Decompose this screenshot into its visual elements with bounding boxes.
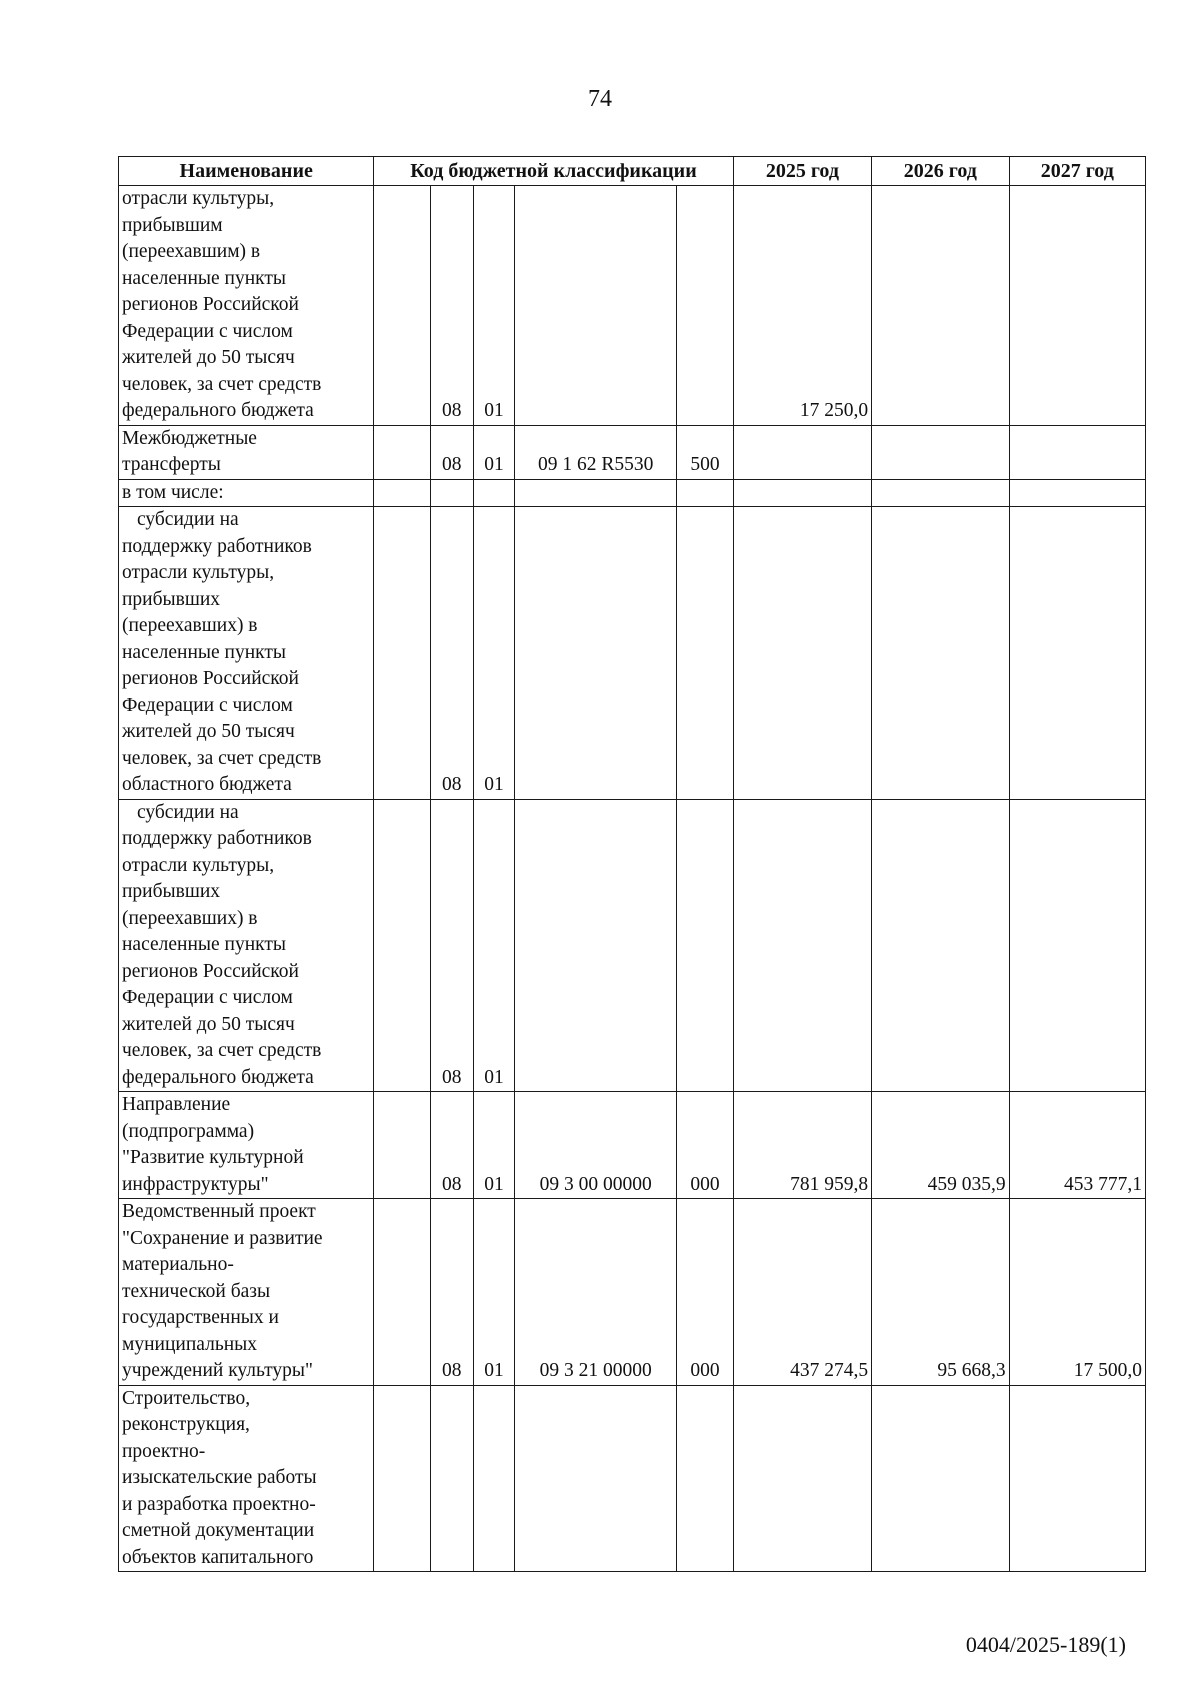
code-section: 08 (430, 1092, 473, 1199)
row-name-line: населенные пункты (122, 641, 286, 663)
row-name-line: федерального бюджета (122, 400, 314, 421)
value-2025: 781 959,8 (733, 1092, 872, 1199)
row-name-line: поддержку работников (122, 828, 312, 849)
row-name (119, 799, 374, 1092)
row-name-line: (переехавших) в (122, 615, 258, 636)
value-2027 (1009, 186, 1145, 426)
row-name-line: (переехавших) в (122, 907, 258, 929)
row-name-line: в том числе: (122, 481, 224, 503)
row-name-line: (переехавшим) в (122, 241, 261, 262)
header-name: Наименование (119, 157, 374, 186)
code-subsection: 01 (473, 186, 514, 426)
code-subsection (473, 479, 514, 507)
row-name-line: материально- (122, 1254, 234, 1275)
row-name-line: "Развитие культурной (122, 1147, 304, 1168)
code-target-article (515, 479, 677, 507)
value-2027: 17 500,0 (1009, 1199, 1145, 1386)
row-name-line: Федерации с числом (122, 320, 293, 342)
row-name-line: регионов Российской (122, 668, 299, 689)
code-section: 08 (430, 186, 473, 426)
row-name-line: прибывшим (122, 214, 223, 236)
code-part-1 (374, 799, 430, 1092)
row-name-line: объектов капитального (122, 1546, 314, 1568)
code-expense-type (677, 507, 733, 800)
code-section: 08 (430, 1199, 473, 1386)
code-subsection: 01 (473, 425, 514, 479)
header-code: Код бюджетной классификации (374, 157, 733, 186)
row-name-line: изыскательские работы (122, 1467, 317, 1488)
value-2027: 453 777,1 (1009, 1092, 1145, 1199)
row-name-line: и разработка проектно- (122, 1493, 316, 1515)
row-name-line: учреждений культуры" (122, 1360, 313, 1381)
row-name-line: поддержку работников (122, 535, 312, 557)
table-row (119, 479, 1146, 507)
value-2027 (1009, 799, 1145, 1092)
row-name-line: населенные пункты (122, 267, 286, 289)
code-target-article (515, 507, 677, 800)
code-target-article (515, 186, 677, 426)
row-name (119, 425, 374, 479)
code-section: 08 (430, 425, 473, 479)
value-2025 (733, 425, 872, 479)
table-row (119, 1199, 1146, 1386)
document-code: 0404/2025-189(1) (965, 1632, 1126, 1657)
row-name-line: Ведомственный проект (122, 1201, 316, 1222)
code-subsection (473, 1385, 514, 1572)
row-name (119, 507, 374, 800)
code-expense-type (677, 799, 733, 1092)
row-name-line: Федерации с числом (122, 987, 293, 1008)
row-name-line: прибывших (122, 881, 221, 902)
row-name-line: Строительство, (122, 1387, 251, 1409)
code-part-1 (374, 1092, 430, 1199)
table-row (119, 1385, 1146, 1572)
table-row (119, 507, 1146, 800)
row-name-line: жителей до 50 тысяч (122, 347, 295, 368)
row-name (119, 186, 374, 426)
value-2026 (872, 507, 1009, 800)
row-name-line: отрасли культуры, (122, 854, 275, 876)
row-name-line: регионов Российской (122, 960, 299, 982)
code-part-1 (374, 507, 430, 800)
row-name-line: государственных и (122, 1307, 279, 1328)
table-row (119, 425, 1146, 479)
row-name-line: реконструкция, (122, 1414, 250, 1435)
value-2026 (872, 799, 1009, 1092)
row-name-line: отрасли культуры, (122, 562, 275, 583)
row-name (119, 1092, 374, 1199)
row-name-line: (подпрограмма) (122, 1120, 255, 1142)
row-name-line: сметной документации (122, 1520, 315, 1541)
value-2026 (872, 1385, 1009, 1572)
row-name-line: человек, за счет средств (122, 1040, 322, 1061)
table-row (119, 799, 1146, 1092)
row-name-line: жителей до 50 тысяч (122, 1013, 295, 1035)
code-part-1 (374, 186, 430, 426)
row-name-line: инфраструктуры" (122, 1173, 269, 1195)
code-section: 08 (430, 799, 473, 1092)
code-part-1 (374, 479, 430, 507)
code-section (430, 479, 473, 507)
code-part-1 (374, 1385, 430, 1572)
row-name-line: населенные пункты (122, 934, 286, 955)
header-2027: 2027 год (1009, 157, 1145, 186)
row-name-line: трансферты (122, 454, 221, 475)
value-2025 (733, 507, 872, 800)
value-2026: 459 035,9 (872, 1092, 1009, 1199)
row-name-line: технической базы (122, 1280, 271, 1302)
code-section (430, 1385, 473, 1572)
row-name-line: отрасли культуры, (122, 188, 275, 209)
row-name (119, 1199, 374, 1386)
code-subsection: 01 (473, 1092, 514, 1199)
code-target-article: 09 3 00 00000 (515, 1092, 677, 1199)
code-part-1 (374, 425, 430, 479)
code-expense-type (677, 186, 733, 426)
row-name-line: человек, за счет средств (122, 747, 322, 769)
row-name (119, 1385, 374, 1572)
code-subsection: 01 (473, 799, 514, 1092)
code-subsection: 01 (473, 1199, 514, 1386)
code-target-article: 09 3 21 00000 (515, 1199, 677, 1386)
value-2026: 95 668,3 (872, 1199, 1009, 1386)
value-2025 (733, 1385, 872, 1572)
header-2026: 2026 год (872, 157, 1009, 186)
row-name-line: муниципальных (122, 1333, 258, 1355)
code-section: 08 (430, 507, 473, 800)
row-name-line: жителей до 50 тысяч (122, 721, 295, 742)
code-target-article (515, 1385, 677, 1572)
row-name-line: прибывших (122, 588, 221, 610)
value-2027 (1009, 425, 1145, 479)
code-expense-type (677, 479, 733, 507)
code-expense-type: 000 (677, 1092, 733, 1199)
code-subsection: 01 (473, 507, 514, 800)
table-row (119, 186, 1146, 426)
value-2026 (872, 479, 1009, 507)
row-name-line: Направление (122, 1094, 231, 1115)
header-row (119, 157, 1146, 186)
row-name (119, 479, 374, 507)
code-expense-type: 000 (677, 1199, 733, 1386)
row-name-line: Федерации с числом (122, 694, 293, 716)
code-part-1 (374, 1199, 430, 1386)
header-2025: 2025 год (733, 157, 872, 186)
row-name-line: субсидии на (137, 801, 239, 823)
value-2025: 437 274,5 (733, 1199, 872, 1386)
value-2027 (1009, 507, 1145, 800)
budget-table (118, 156, 1146, 1572)
table-row (119, 1092, 1146, 1199)
code-target-article (515, 799, 677, 1092)
value-2027 (1009, 479, 1145, 507)
row-name-line: "Сохранение и развитие (122, 1227, 323, 1249)
value-2026 (872, 425, 1009, 479)
code-expense-type (677, 1385, 733, 1572)
code-expense-type: 500 (677, 425, 733, 479)
value-2027 (1009, 1385, 1145, 1572)
row-name-line: регионов Российской (122, 294, 299, 315)
page-number: 74 (588, 86, 612, 112)
value-2026 (872, 186, 1009, 426)
row-name-line: областного бюджета (122, 774, 292, 795)
value-2025 (733, 479, 872, 507)
row-name-line: проектно- (122, 1440, 206, 1462)
code-target-article: 09 1 62 R5530 (515, 425, 677, 479)
value-2025 (733, 799, 872, 1092)
value-2025: 17 250,0 (733, 186, 872, 426)
row-name-line: федерального бюджета (122, 1066, 314, 1088)
row-name-line: человек, за счет средств (122, 373, 322, 395)
row-name-line: Межбюджетные (122, 427, 257, 449)
row-name-line: субсидии на (137, 509, 239, 530)
